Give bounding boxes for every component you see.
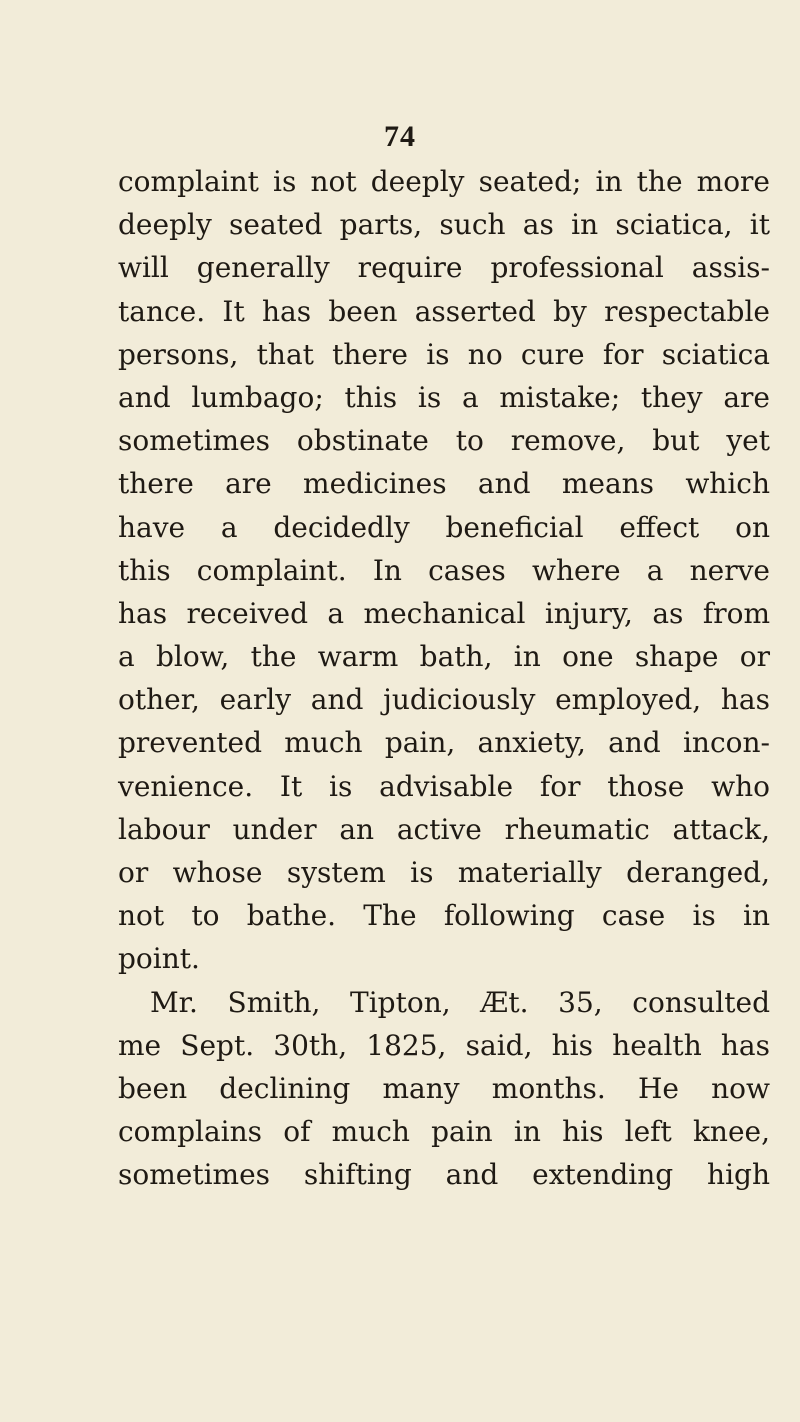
text-line: this complaint. In cases where a nerve [118, 553, 770, 587]
text-line: sometimes shifting and extending high [118, 1158, 770, 1192]
body-text [118, 160, 770, 1197]
text-line: a blow, the warm bath, in one shape or [118, 640, 770, 674]
text-line: not to bathe. The following case is in [118, 899, 770, 933]
page-number: 74 [384, 120, 416, 153]
text-line: tance. It has been asserted by respectable [118, 294, 770, 328]
text-line: has received a mechanical injury, as from [118, 596, 770, 630]
text-line: sometimes obstinate to remove, but yet [118, 424, 770, 458]
text-line: persons, that there is no cure for sciatica [118, 337, 770, 371]
text-line: venience. It is advisable for those who [118, 769, 770, 803]
text-line: other, early and judiciously employed, has [118, 683, 770, 717]
text-line: been declining many months. He now [118, 1071, 770, 1105]
text-line: there are medicines and means which [118, 467, 770, 501]
text-line: labour under an active rheumatic attack, [118, 812, 770, 846]
text-line: complains of much pain in his left knee, [118, 1115, 770, 1149]
text-line: will generally require professional assis- [118, 251, 770, 285]
text-line: and lumbago; this is a mistake; they are [118, 380, 770, 414]
text-line: Mr. Smith, Tipton, Æt. 35, consulted [150, 985, 770, 1019]
text-line: complaint is not deeply seated; in the more [118, 165, 770, 198]
text-line: have a decidedly beneficial effect on [118, 510, 770, 544]
text-line: or whose system is materially deranged, [118, 856, 770, 889]
text-line: deeply seated parts, such as in sciatica, it [118, 208, 770, 242]
text-line: prevented much pain, anxiety, and incon- [118, 726, 770, 760]
text-line: me Sept. 30th, 1825, said, his health has [118, 1028, 770, 1062]
text-line: point. [118, 942, 200, 976]
